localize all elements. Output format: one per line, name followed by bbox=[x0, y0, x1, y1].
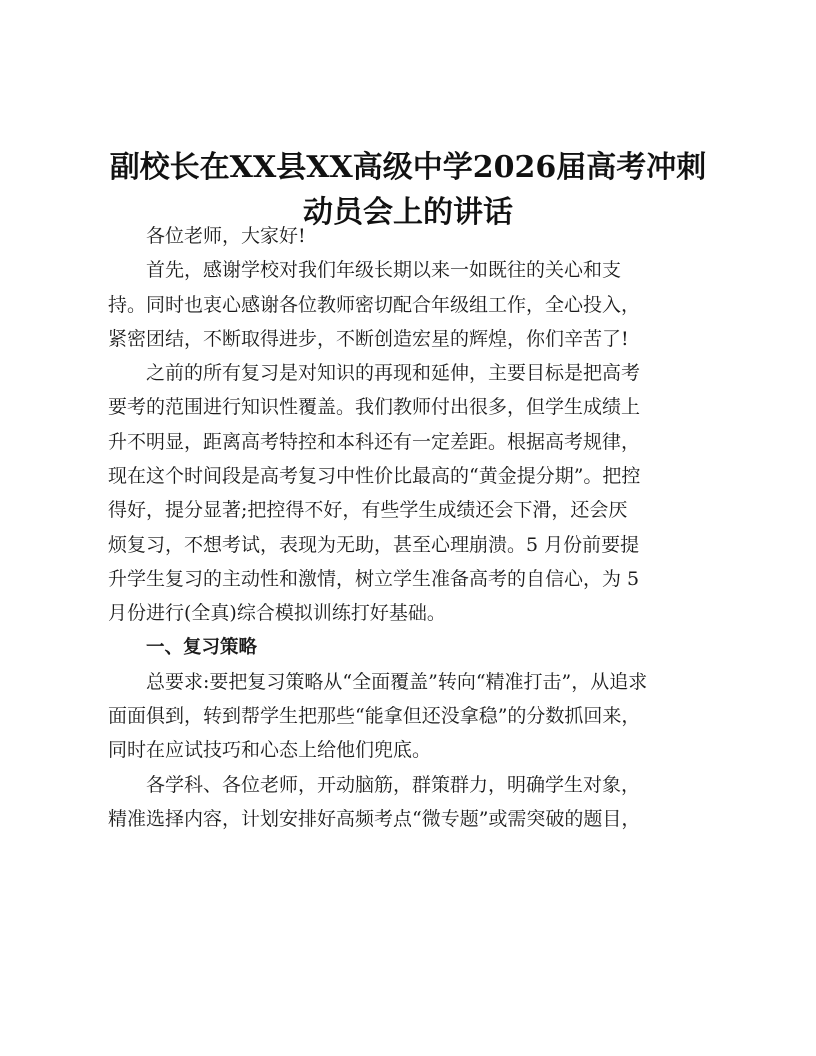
paragraph-line: 现在这个时间段是高考复习中性价比最高的“黄金提分期”。把控 bbox=[108, 465, 641, 488]
title-line-1: 副校长在XX县XX高级中学2026届高考冲刺 bbox=[109, 150, 707, 185]
paragraph-thanks bbox=[108, 253, 711, 356]
paragraph-line: 精准选择内容，计划安排好高频考点“微专题”或需突破的题目， bbox=[108, 808, 641, 831]
paragraph-subject-teachers bbox=[108, 768, 711, 837]
paragraph-line: 首先，感谢学校对我们年级长期以来一如既往的关心和支 bbox=[146, 259, 622, 282]
paragraph-line: 烦复习，不想考试，表现为无助，甚至心理崩溃。5 月份前要提 bbox=[108, 533, 640, 556]
paragraph-line: 月份进行(全真)综合模拟训练打好基础。 bbox=[108, 602, 446, 625]
document-body bbox=[108, 219, 711, 836]
greeting-paragraph bbox=[108, 219, 711, 253]
paragraph-line: 升不明显，距离高考特控和本科还有一定差距。根据高考规律， bbox=[108, 430, 641, 453]
paragraph-review-status bbox=[108, 356, 711, 630]
title-line-2: 动员会上的讲话 bbox=[303, 195, 513, 230]
paragraph-line: 之前的所有复习是对知识的再现和延伸，主要目标是把高考 bbox=[146, 362, 641, 385]
paragraph-overall-requirement bbox=[108, 665, 711, 768]
section-heading: 一、复习策略 bbox=[146, 636, 258, 658]
paragraph-line: 各学科、各位老师，开动脑筋，群策群力，明确学生对象， bbox=[146, 773, 641, 796]
paragraph-line: 总要求:要把复习策略从“全面覆盖”转向“精准打击”，从追求 bbox=[146, 670, 648, 693]
paragraph-line: 面面俱到，转到帮学生把那些“能拿但还没拿稳”的分数抓回来， bbox=[108, 705, 641, 728]
paragraph-line: 得好，提分显著;把控得不好，有些学生成绩还会下滑，还会厌 bbox=[108, 499, 628, 522]
paragraph-line: 持。同时也衷心感谢各位教师密切配合年级组工作，全心投入， bbox=[108, 293, 641, 316]
paragraph-line: 升学生复习的主动性和激情，树立学生准备高考的自信心，为 5 bbox=[108, 567, 640, 590]
greeting-text: 各位老师，大家好! bbox=[146, 225, 306, 247]
paragraph-line: 紧密团结，不断取得进步，不断创造宏星的辉煌，你们辛苦了! bbox=[108, 327, 629, 350]
paragraph-line: 同时在应试技巧和心态上给他们兜底。 bbox=[108, 739, 432, 762]
paragraph-line: 要考的范围进行知识性覆盖。我们教师付出很多，但学生成绩上 bbox=[108, 396, 641, 419]
